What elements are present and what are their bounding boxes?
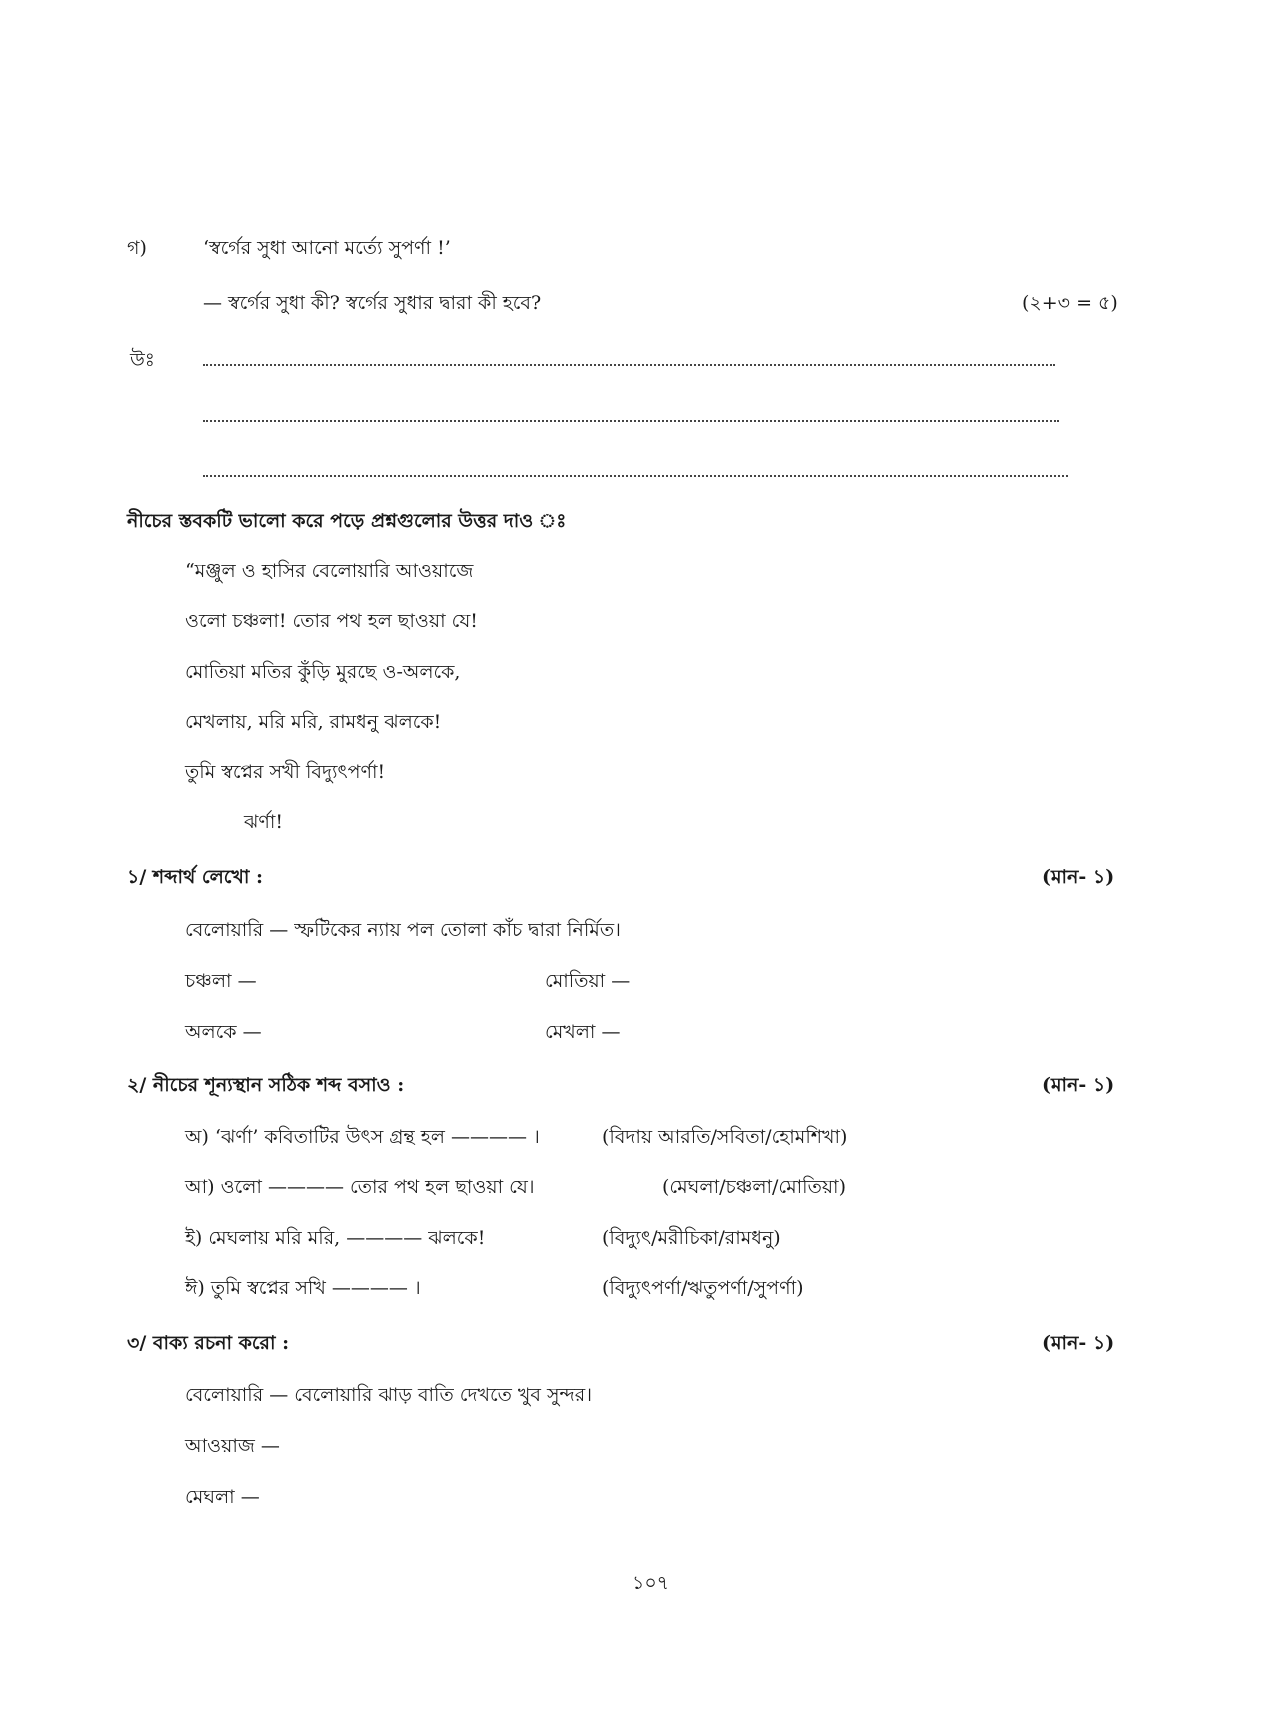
q2-item-options: (মেঘলা/চঞ্চলা/মোতিয়া) — [662, 1176, 846, 1198]
q2-marks: (মান- ১) — [1042, 1074, 1115, 1096]
q3-example: বেলোয়ারি — বেলোয়ারি ঝাড় বাতি দেখতে খুব সুন্দর। — [185, 1384, 593, 1406]
stanza-line: মোতিয়া মতির কুঁড়ি মুরছে ও-অলকে, — [185, 661, 461, 683]
q3-marks: (মান- ১) — [1042, 1332, 1115, 1354]
answer-line-3[interactable] — [203, 475, 1068, 477]
q1-item: চঞ্চলা — — [185, 970, 257, 992]
question-g-marks: (২+৩ = ৫) — [1022, 292, 1118, 314]
q2-item-options: (বিদ্যুৎপর্ণা/ঋতুপর্ণা/সুপর্ণা) — [602, 1277, 804, 1299]
q2-item-options: (বিদ্যুৎ/মরীচিকা/রামধনু) — [602, 1227, 781, 1249]
q3-item: মেঘলা — — [185, 1486, 260, 1508]
question-g-label: গ) — [127, 237, 147, 259]
answer-line-2[interactable] — [203, 420, 1059, 422]
q3-item: আওয়াজ — — [185, 1435, 280, 1457]
q2-item-options: (বিদায় আরতি/সবিতা/হোমশিখা) — [602, 1126, 848, 1148]
stanza-line: “মঞ্জুল ও হাসির বেলোয়ারি আওয়াজে — [185, 560, 474, 582]
answer-label: উঃ — [130, 349, 155, 371]
q1-item: মোতিয়া — — [545, 970, 631, 992]
page-number: ১০৭ — [632, 1572, 670, 1594]
answer-line-1[interactable] — [203, 364, 1055, 366]
question-g-quote: ‘স্বর্গের সুধা আনো মর্ত্যে সুপর্ণা !’ — [203, 237, 451, 259]
stanza-line: ওলো চঞ্চলা! তোর পথ হল ছাওয়া যে! — [185, 610, 478, 632]
q1-marks: (মান- ১) — [1042, 866, 1115, 888]
stanza-line: ঝর্ণা! — [244, 811, 284, 833]
stanza-line: তুমি স্বপ্নের সখী বিদ্যুৎপর্ণা! — [185, 761, 386, 783]
q1-heading: ১/ শব্দার্থ লেখো : — [127, 866, 264, 888]
q2-item-text: অ) ‘ঝর্ণা’ কবিতাটির উৎস গ্রন্থ হল ———— । — [185, 1126, 540, 1148]
q1-item: অলকে — — [185, 1021, 262, 1043]
q2-heading: ২/ নীচের শূন্যস্থান সঠিক শব্দ বসাও : — [127, 1074, 405, 1096]
q1-example: বেলোয়ারি — স্ফটিকের ন্যায় পল তোলা কাঁচ দ্বারা নির্মিত। — [185, 919, 621, 941]
q2-item-text: ই) মেঘলায় মরি মরি, ———— ঝলকে! — [185, 1227, 486, 1249]
question-g-text: — স্বর্গের সুধা কী? স্বর্গের সুধার দ্বারা কী হবে? — [203, 292, 542, 314]
q3-heading: ৩/ বাক্য রচনা করো : — [127, 1332, 290, 1354]
q2-item-text: আ) ওলো ———— তোর পথ হল ছাওয়া যে। — [185, 1176, 535, 1198]
stanza-line: মেখলায়, মরি মরি, রামধনু ঝলকে! — [185, 711, 442, 733]
q1-item: মেখলা — — [545, 1021, 621, 1043]
q2-item-text: ঈ) তুমি স্বপ্নের সখি ———— । — [185, 1277, 421, 1299]
stanza-instruction: নীচের স্তবকটি ভালো করে পড়ে প্রশ্নগুলোর উত্তর দাও ঃ — [127, 510, 567, 532]
